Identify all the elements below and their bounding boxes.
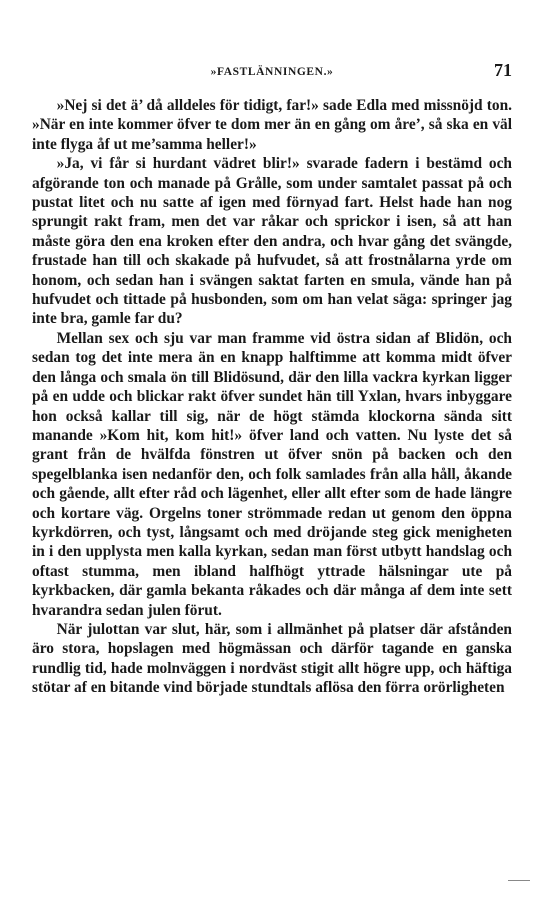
bottom-divider [508,880,530,881]
running-header [32,58,512,90]
paragraph: Mellan sex och sju var man framme vid östra sidan af Blidön, och sedan tog det inte mera än en knapp halftimme att komma midt öfver den långa och smala ön till Blidösund, där den lilla vackra kyrkan ligger på en udde och blickar rakt öfver sundet hän till Yxlan, hvars inbyggare hon också kallar till sig, när de högt stämda klockorna sända sitt manande »Kom hit, kom hit!» öfver land och vatten. Nu lyste det så grant från de hvälfda fönstren ut öfver snön på backen och den spegelblanka isen nedanför den, och folk samlades från alla håll, åkande och gående, allt efter råd och lägenhet, eller allt efter som de hade längre och kortare väg. Orgelns toner strömmade redan ut genom den öppna kyrkdörren, och tyst, långsamt och med dröjande steg gick menigheten in i den upplysta men kalla kyrkan, sedan man först utbytt handslag och oftast stumma, men ibland halfhögt yttrade hälsningar ute på kyrkbacken, där gamla bekanta råkades och där många af dem inte sett hvarandra sedan julen förut. [32,329,512,619]
book-page [32,58,512,698]
paragraph: När julottan var slut, här, som i allmänhet på platser där afstånden äro stora, hopslagen med högmässan och därför tagande en ganska rundlig tid, hade molnväggen i nordväst stigit allt högre upp, och häftiga stötar af en bitande vind började stundtals aflösa den förra orörligheten [32,620,512,697]
paragraph: »Nej si det ä’ då alldeles för tidigt, far!» sade Edla med missnöjd ton. »När en inte kommer öfver te dom mer än en gång om åre’, så ska en väl inte flyga åf ut me’samma heller!» [32,97,512,153]
running-title: »FASTLÄNNINGEN.» [210,66,334,78]
paragraph: »Ja, vi får si hurdant vädret blir!» svarade fadern i bestämd och afgörande ton och manade på Grålle, som under samtalet passat på och pustat litet och nu satte af igen med förnyad fart. Helst hade han nog sprungit rakt fram, men det var råkar och sprickor i isen, så att han måste göra den ena kroken efter den andra, och hvar gång det svängde, frustade han till och skakade på hufvudet, så att frostnålarna yrde om honom, och sedan han i svängen saktat farten en smula, vände han på hufvudet och tittade på husbonden, som om han velat säga: springer jag inte bra, gamle far du? [32,155,512,328]
page-number: 71 [494,60,512,80]
body-text [32,96,512,698]
